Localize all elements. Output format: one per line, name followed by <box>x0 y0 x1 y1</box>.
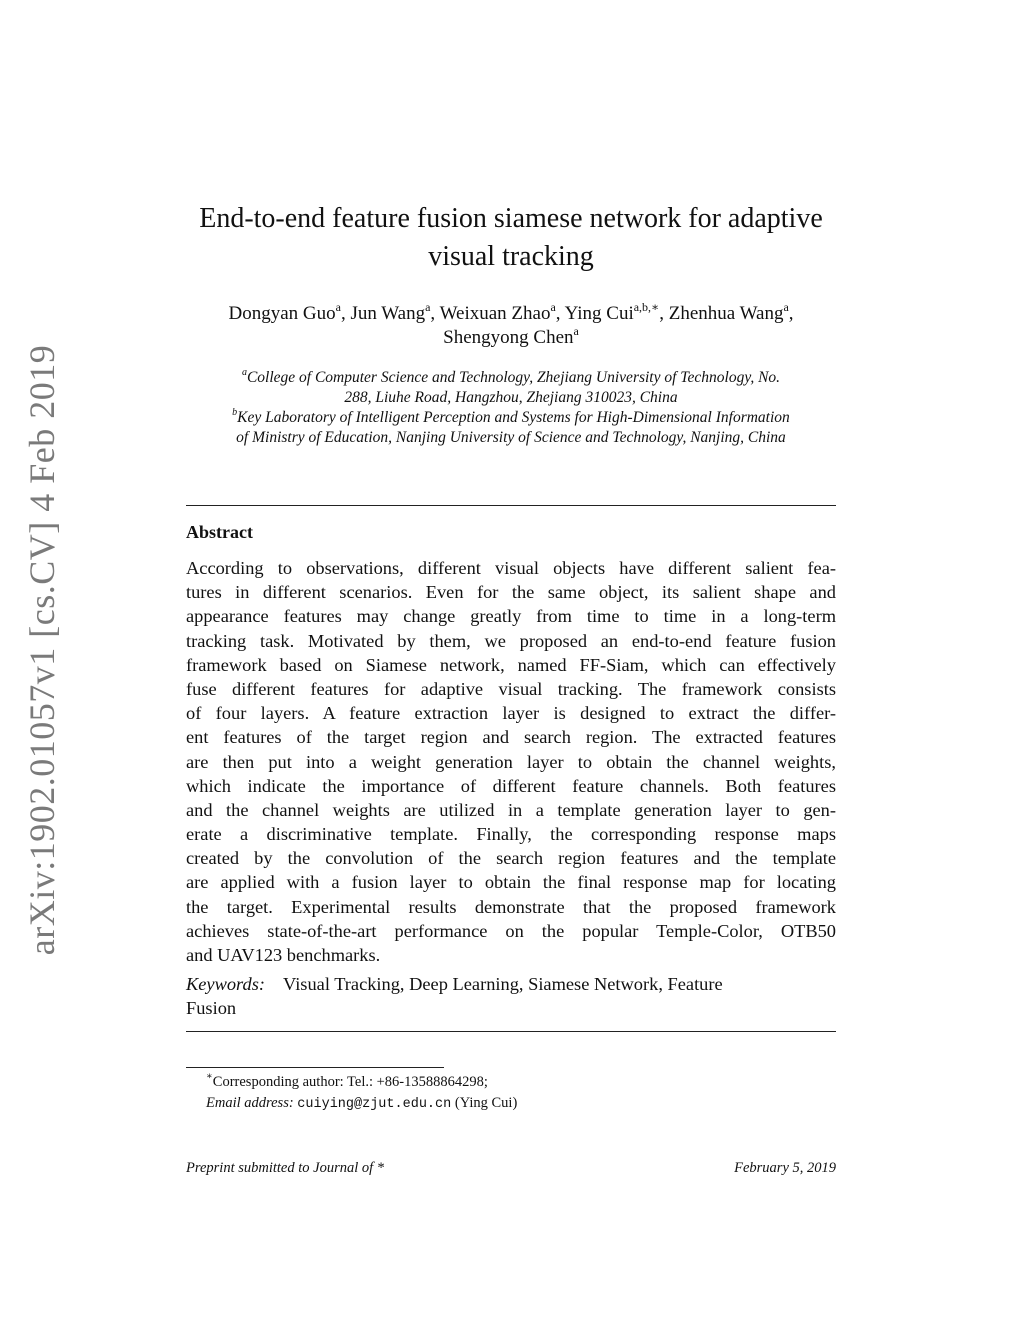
abstract-bottom-rule <box>186 1031 836 1032</box>
abstract-body <box>186 556 836 967</box>
abstract-line: achieves state-of-the-art performance on the popular Temple-Color, OTB50 <box>186 920 836 941</box>
author-name: Jun Wang <box>350 303 426 324</box>
author-affil-sup: a <box>573 323 579 338</box>
author-affil-sup: a <box>335 299 341 314</box>
abstract-line: tures in different scenarios. Even for the same object, its salient shape and <box>186 582 836 603</box>
author-name: Ying Cui <box>564 303 634 324</box>
corresponding-author-text: Corresponding author: Tel.: +86-13588864298; <box>212 1074 488 1090</box>
abstract-line: fuse different features for adaptive visual tracking. The framework consists <box>186 678 836 699</box>
author-sep: , <box>340 303 351 324</box>
affiliation-a-line-2: 288, Liuhe Road, Hangzhou, Zhejiang 310023, China <box>344 389 678 406</box>
footnote-rule <box>186 1067 444 1068</box>
preprint-note: Preprint submitted to Journal of * <box>186 1160 385 1176</box>
author-name: Zhenhua Wang <box>668 303 784 324</box>
abstract-line: which indicate the importance of different feature channels. Both features <box>186 775 836 796</box>
author-affil-sup: a <box>425 299 431 314</box>
author-sep: , <box>788 303 794 324</box>
keywords-text: Visual Tracking, Deep Learning, Siamese Network, Feature <box>283 974 723 994</box>
footer-date: February 5, 2019 <box>734 1160 836 1176</box>
author-affil-sup: a <box>783 299 789 314</box>
affiliation-b-marker: b <box>232 406 238 418</box>
affiliation-a-marker: a <box>241 366 247 378</box>
abstract-line: are then put into a weight generation layer to obtain the channel weights, <box>186 751 836 772</box>
footnote <box>206 1072 806 1115</box>
abstract-line: are applied with a fusion layer to obtain the final response map for locating <box>186 872 836 893</box>
affiliation-b-line-1 <box>186 408 836 428</box>
title-line-2: visual tracking <box>428 241 594 272</box>
abstract-line: erate a discriminative template. Finally, the corresponding response maps <box>186 824 836 845</box>
paper-title <box>186 200 836 276</box>
title-line-1: End-to-end feature fusion siamese network for adaptive <box>199 203 823 234</box>
author-name: Shengyong Chen <box>443 327 574 348</box>
abstract-top-rule <box>186 505 836 506</box>
keywords-line-1 <box>186 972 836 996</box>
footnote-star: ∗ <box>206 1071 213 1083</box>
footnote-email <box>206 1093 806 1115</box>
author-name: Weixuan Zhao <box>439 303 551 324</box>
abstract-line: of four layers. A feature extraction layer is designed to extract the differ- <box>186 703 836 724</box>
footnote-corresponding <box>206 1072 806 1093</box>
keywords-label: Keywords: <box>186 974 266 994</box>
abstract-line: created by the convolution of the search region features and the template <box>186 848 836 869</box>
keywords-line-2: Fusion <box>186 998 237 1018</box>
author-sep: , <box>430 303 440 324</box>
affiliation-b-text: Key Laboratory of Intelligent Perception and Systems for High-Dimensional Information <box>237 409 790 426</box>
author-name: Dongyan Guo <box>228 303 336 324</box>
abstract-heading: Abstract <box>186 522 253 542</box>
abstract-line: framework based on Siamese network, named FF-Siam, which can effectively <box>186 654 836 675</box>
affiliation-b-line-2: of Ministry of Education, Nanjing University of Science and Technology, Nanjing, China <box>236 429 786 446</box>
author-line-2 <box>186 323 836 350</box>
abstract-line: According to observations, different visual objects have different salient fea- <box>186 558 836 578</box>
author-sep: , <box>659 303 669 324</box>
author-affil-sup: a <box>550 299 556 314</box>
email-label: Email address: <box>206 1095 294 1111</box>
author-line-1 <box>186 299 836 326</box>
affiliation-a-line-1 <box>186 368 836 388</box>
abstract-line: and UAV123 benchmarks. <box>186 945 381 965</box>
abstract-line: tracking task. Motivated by them, we proposed an end-to-end feature fusion <box>186 630 836 651</box>
affiliation-a-text: College of Computer Science and Technology, Zhejiang University of Technology, No. <box>246 369 781 386</box>
email-address: cuiying@zjut.edu.cn <box>297 1097 452 1112</box>
email-name: (Ying Cui) <box>454 1095 518 1111</box>
page-footer <box>186 1160 836 1180</box>
author-affil-sup: a,b,∗ <box>633 299 660 314</box>
arxiv-identifier-stamp: arXiv:1902.01057v1 [cs.CV] 4 Feb 2019 <box>22 344 62 956</box>
affiliations <box>186 368 836 448</box>
author-sep: , <box>555 303 565 324</box>
abstract-line: appearance features may change greatly from time to time in a long-term <box>186 606 836 627</box>
keywords <box>186 972 836 1020</box>
abstract-line: ent features of the target region and search region. The extracted features <box>186 727 836 748</box>
author-list <box>186 299 836 350</box>
abstract-line: and the channel weights are utilized in a template generation layer to gen- <box>186 799 836 820</box>
abstract-line: the target. Experimental results demonstrate that the proposed framework <box>186 896 836 917</box>
